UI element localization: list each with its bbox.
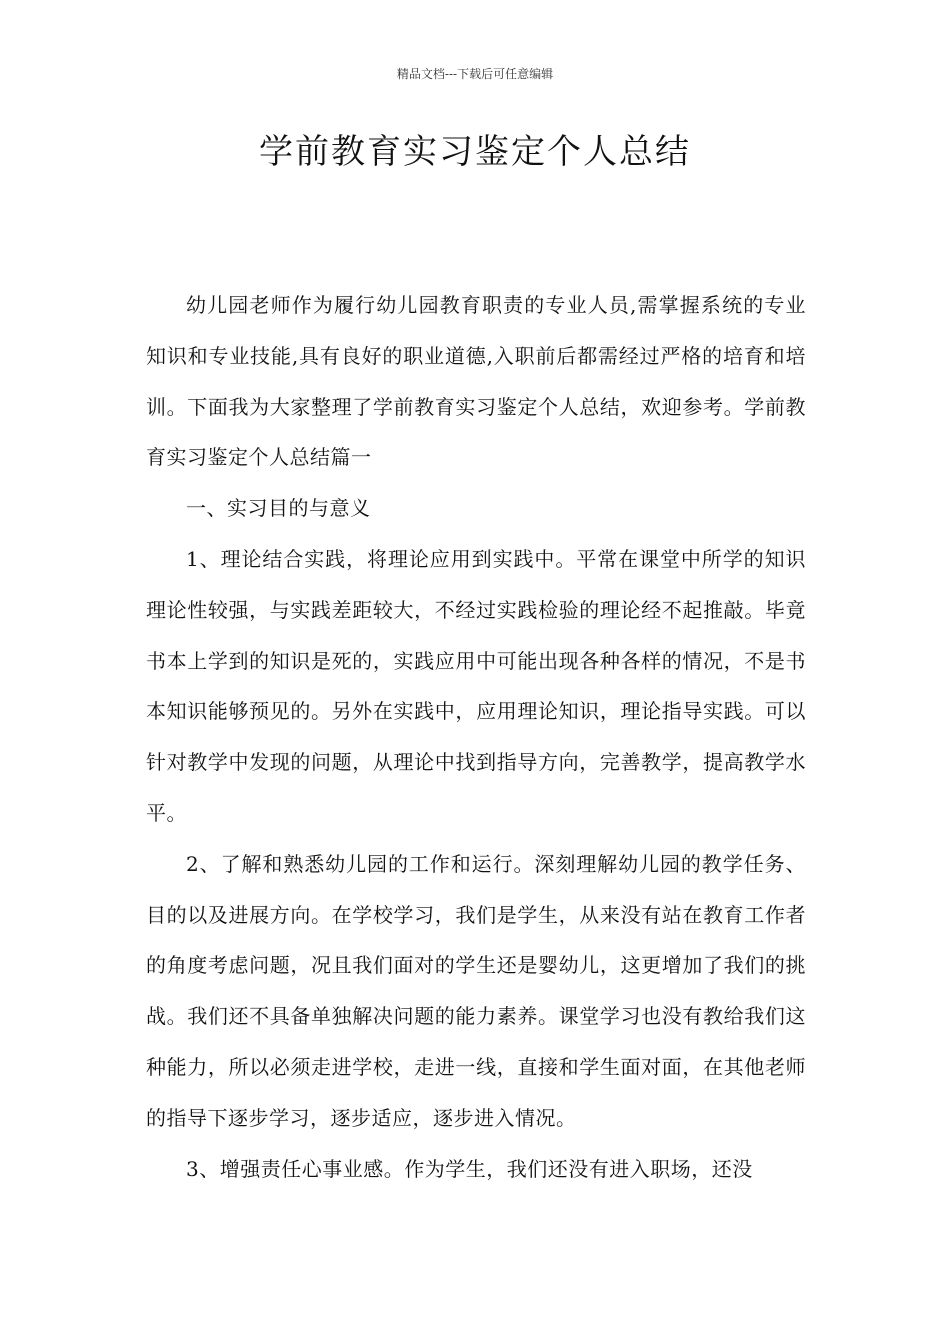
header-note: 精品文档---下载后可任意编辑: [396, 67, 554, 81]
paragraph-intro: 幼儿园老师作为履行幼儿园教育职责的专业人员,需掌握系统的专业知识和专业技能,具有良好的职业道德,入职前后都需经过严格的培育和培训。下面我为大家整理了学前教育实习鉴定个人总结，欢迎参考。学前教育实习鉴定个人总结篇一: [146, 293, 806, 470]
section-heading-purpose: 一、实习目的与意义: [186, 496, 371, 521]
paragraph-point-3: 3、增强责任心事业感。作为学生，我们还没有进入职场，还没: [186, 1156, 753, 1181]
paragraph-point-1: 1、理论结合实践，将理论应用到实践中。平常在课堂中所学的知识理论性较强，与实践差距较大，不经过实践检验的理论经不起推敲。毕竟书本上学到的知识是死的，实践应用中可能出现各种各样的情况，不是书本知识能够预见的。另外在实践中，应用理论知识，理论指导实践。可以针对教学中发现的问题，从理论中找到指导方向，完善教学，提高教学水平。: [146, 546, 806, 825]
paragraph-point-2: 2、了解和熟悉幼儿园的工作和运行。深刻理解幼儿园的教学任务、目的以及进展方向。在学校学习，我们是学生，从来没有站在教育工作者的角度考虑问题，况且我们面对的学生还是婴幼儿，这更增加了我们的挑战。我们还不具备单独解决问题的能力素养。课堂学习也没有教给我们这种能力，所以必须走进学校，走进一线，直接和学生面对面，在其他老师的指导下逐步学习，逐步适应，逐步进入情况。: [146, 851, 806, 1130]
document-body: [146, 280, 806, 1194]
document-title: 学前教育实习鉴定个人总结: [259, 132, 691, 172]
